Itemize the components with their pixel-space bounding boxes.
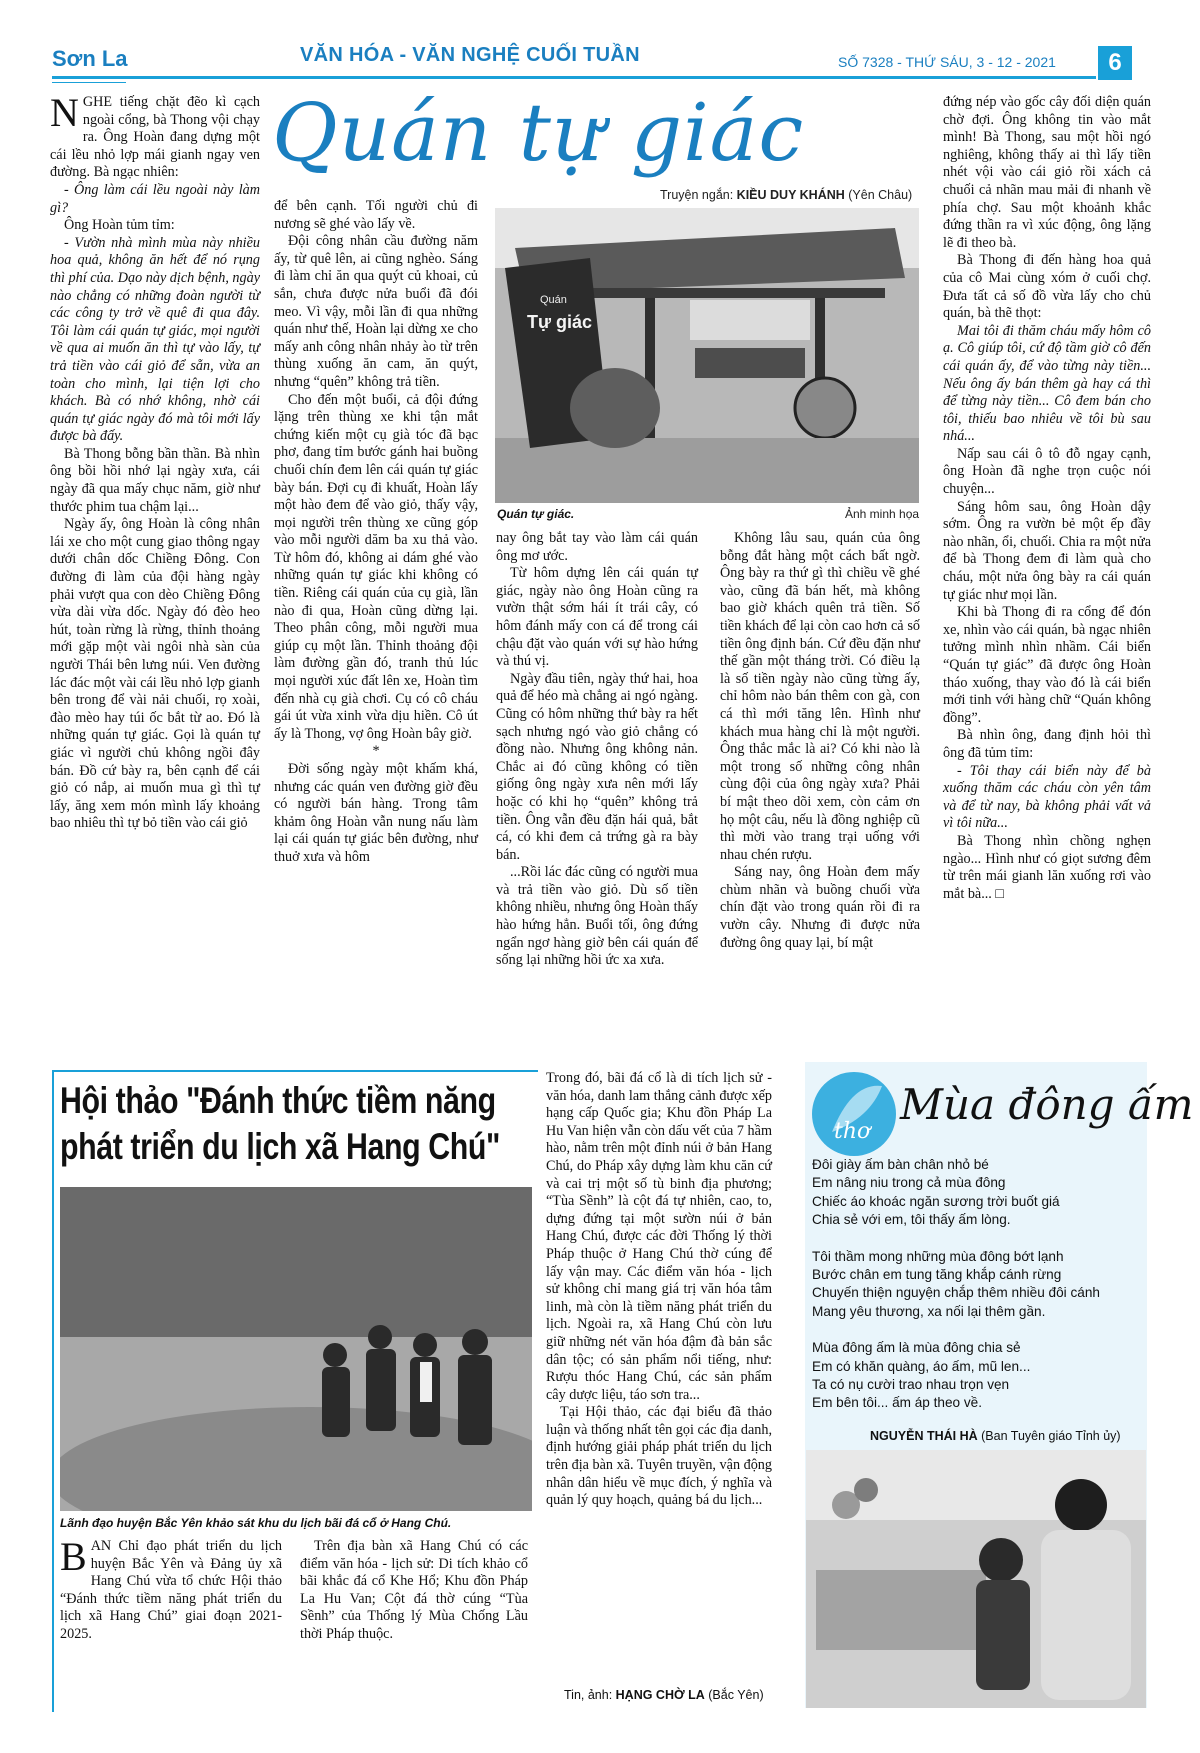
story-dropcap: N xyxy=(50,90,79,135)
story-paragraph: Khi bà Thong đi ra cổng để đón xe, nhìn vào cái quán, bà ngạc nhiên tưởng mình nhìn nhầm. Cái biển “Quán tự giác” đã được ông Hoàn tháo xuống, thay vào đó là cái biển mới tinh với hàng chữ “Quán không đồng”. xyxy=(943,604,1151,726)
story-paragraph: Đời sống ngày một khấm khá, nhưng các quán ven đường giờ đều có người bán hàng. Trong tâm khảm ông Hoàn vẫn nung nấu làm lại cái quán tự giác bên đường, như thuở xưa và hôm xyxy=(274,761,478,865)
story-paragraph: Bà Thong bỗng bần thần. Bà nhìn ông bồi hồi nhớ lại ngày xưa, cái ngày đã qua mấy chục năm, giờ như thước phim tua chậm lại... xyxy=(50,445,260,515)
header-rule xyxy=(52,76,1096,79)
masthead-paper: Sơn La xyxy=(52,46,128,71)
story-column-3 xyxy=(496,530,698,970)
conference-photo-caption: Lãnh đạo huyện Bắc Yên khảo sát khu du lịch bãi đá cổ ở Hang Chú. xyxy=(60,1516,452,1530)
story-paragraph: ...Rồi lác đác cũng có người mua và trả tiền vào giỏ. Dù số tiền không nhiều, nhưng ông Hoàn thấy hào hứng hẳn. Buổi tối, ông đứng ngẩn ngơ hàng giờ bên cái quán để sống lại những hồi ức xa xưa. xyxy=(496,864,698,969)
sign-line-1: Quán xyxy=(540,294,567,306)
leaf-icon xyxy=(812,1072,896,1156)
credit-prefix: Tin, ảnh: xyxy=(564,1688,616,1702)
story-paragraph: để bên cạnh. Tối người chủ đi nương sẽ ghé vào lấy về. xyxy=(274,198,478,232)
poem-stanza xyxy=(812,1339,1142,1413)
story-paragraph: - Vườn nhà mình mùa này nhiều hoa quả, không ăn hết để nó rụng thì phí của. Dạo này dịch bệnh, ngày nào chẳng có những đoàn người từ các công ty trở về quê đi qua đây. Tôi làm cái quán tự giác, mọi người về qua ai muốn ăn thì tự vào lấy, tự trả tiền vào cái giỏ để sẵn, vừa an toàn cho mình, lại tiện lợi cho khách. Bà có nhớ không, nhờ cái quán tự giác ngày đó mà tôi mới lấy được bà đấy. xyxy=(50,234,261,445)
story-paragraph: Nấp sau cái ô tô đỗ ngay cạnh, ông Hoàn đã nghe trọn cuộc nói chuyện... xyxy=(943,445,1151,498)
story-byline xyxy=(660,188,912,202)
story-paragraph: Ngày ấy, ông Hoàn là công nhân lái xe cho một cung giao thông ngay dưới chân dốc Chiềng Đông. Con đường đi làm của đội hàng ngày phải vượt qua con dèo Chiềng Đông vừa dài vừa dốc. Ngày đó đèo heo hút, toàn rừng là rừng, thỉnh thoảng mới gặp một vài ngôi nhà sàn của người Thái bên lưng núi. Ven đường lác đác một vài cái lều nhỏ lợp gianh bên trong để vài nải chuối, rọ xoài, đào mèo hay túi ốc bắt từ ao. Đó là những quán tự giác. Gọi là quán tự giác vì người chủ không ngồi đây bán. Đồ cứ bày ra, bên cạnh để cái giỏ có nắp, ai muốn mua gì thì tự lấy, ăng xem món mình lấy khoảng bao nhiêu thì tự bỏ tiền vào cái giỏ xyxy=(50,516,260,832)
story-paragraph: Bà Thong đi đến hàng hoa quả của cô Mai cùng xóm ở cuối chợ. Đưa tất cả số đồ vừa lấy cho chủ quán, bà thẽ thọt: xyxy=(943,252,1151,322)
conference-column-1 xyxy=(60,1534,282,1644)
page-number: 6 xyxy=(1098,46,1132,80)
conference-photo xyxy=(60,1187,532,1511)
poem-author-org: (Ban Tuyên giáo Tỉnh ủy) xyxy=(977,1429,1121,1443)
story-paragraph: Ngày đầu tiên, ngày thứ hai, hoa quả để héo mà chẳng ai ngó ngàng. Cũng có hôm những thứ bày ra hết sạch nhưng ngó vào giỏ chẳng có đồng nào. Nhưng ông không nản. Chắc ai đó cũng không có tiền giống ông ngày xưa nên mới lấy hoặc có khi họ “quên” không trả tiền. Ông vẫn đều đặn hái quả, bắt cá, có khi đem cả trứng gà ra bày bán. xyxy=(496,670,698,863)
poem-body xyxy=(812,1156,1142,1431)
byline-place: (Yên Châu) xyxy=(844,188,913,202)
story-column-4 xyxy=(720,530,920,952)
story-paragraph: Mai tôi đi thăm cháu mấy hôm cô ạ. Cô giúp tôi, cứ độ tầm giờ cô đến cái quán ấy, để vào từng này tiền... Nếu ông ấy bán thêm gà hay cá thì để từng này tiền... Cô đem bán cho tôi, thiếu bao nhiêu về tôi bù sau nhá... xyxy=(943,322,1151,445)
poem-line: Mùa đông ấm là mùa đông chia sẻ xyxy=(812,1340,1021,1356)
story-paragraph: Cho đến một buổi, cả đội đứng lặng trên thùng xe khi tận mắt chứng kiến một cụ già tóc đã bạc phơ, đang tỉm bước gánh hai buồng chuối chín đem lên cái quán tự giác bày bán. Đợi cụ đi khuất, Hoàn lấy một hào đem để vào giỏ, thấy vậy, mọi người trên thùng xe cũng góp vào mỗi người dăm ba xu thả vào. Từ hôm đó, không ai dám ghé vào những quán tự giác khi không có tiền. Riêng cái quán của cụ già, lần nào đi qua, Hoàn cũng dừng lại. Theo phân công, mỗi người mua giúp cụ một lần. Thỉnh thoảng đội làm đường gần đó, tranh thủ lúc mọi người xúc đất lên xe, Hoàn tìm đến nhà cụ già chơi. Cụ có cô cháu gái út vừa xinh vừa dịu hiền. Cô út ấy là Thong, vợ ông Hoàn bây giờ. xyxy=(274,391,478,742)
poem-line: Ta có nụ cười trao nhau trọn vẹn xyxy=(812,1377,1010,1393)
story-paragraph: - Ông làm cái lều ngoài này làm gì? xyxy=(50,181,260,216)
story-paragraph: đứng nép vào gốc cây đối diện quán chờ đợi. Ông không tin vào mắt mình! Bà Thong, sau một hồi ngó nghiêng, không thấy ai thì lấy tiền nhét vội vào cái giỏ rồi xách cả chuối cả nhãn mau mải đi nhanh về phía chợ. Sau một khoảnh khắc đứng thần ra vì xúc động, ông lặng lẽ đi theo bà. xyxy=(943,94,1151,251)
story-paragraph: Từ hôm dựng lên cái quán tự giác, ngày nào ông Hoàn cũng ra vườn thật sớm hái ít trái cây, có hôm đánh mấy con cá để trong cái chậu đặt vào quán với sự hào hứng và thú vị. xyxy=(496,565,698,670)
charity-illustration xyxy=(806,1450,1146,1708)
conference-column-3 xyxy=(546,1070,772,1510)
conference-credit xyxy=(564,1688,764,1702)
quan-tu-giac-illustration xyxy=(495,208,919,503)
story-photo-caption: Quán tự giác. xyxy=(497,507,575,521)
poem-stanza xyxy=(812,1248,1142,1322)
poem-line: Bước chân em tung tăng khắp cánh rừng xyxy=(812,1267,1062,1283)
story-paragraph: nay ông bắt tay vào làm cái quán ông mơ ước. xyxy=(496,530,698,564)
poem-line: Em có khăn quàng, áo ấm, mũ len... xyxy=(812,1358,1031,1374)
sign-line-2: Tự giác xyxy=(527,312,593,332)
story-paragraph: Sáng nay, ông Hoàn đem mấy chùm nhãn và buồng chuối vừa chín đặt vào trong quán rồi đi ra vườn cây. Nhưng đi được nửa đường ông quay lại, bí mật xyxy=(720,864,920,951)
story-paragraph: - Tôi thay cái biển này để bà xuống thăm các cháu còn yên tâm và để từ nay, bà không phải vất vả vì tôi nữa... xyxy=(943,762,1151,832)
poem-author xyxy=(870,1429,1121,1443)
story-column-5 xyxy=(943,94,1151,903)
story-paragraph: Bà nhìn ông, đang định hỏi thì ông đã tủm tỉm: xyxy=(943,727,1151,761)
conference-title: Hội thảo "Đánh thức tiềm năng phát triển du lịch xã Hang Chú" xyxy=(60,1080,500,1167)
story-paragraph xyxy=(50,90,260,182)
poem-author-name: NGUYỄN THÁI HÀ xyxy=(870,1429,978,1443)
conference-paragraph: Trên địa bàn xã Hang Chú có các điểm văn hóa - lịch sử: Di tích khảo cổ bãi khắc đá cổ Khe Hổ; Khu đồn Pháp La Hu Van; Cột đá thờ cúng “Tùa Sềnh” của Thống lý Mùa Chống Lầu thời Pháp thuộc. xyxy=(300,1538,528,1642)
poem-line: Tôi thầm mong những mùa đông bớt lạnh xyxy=(812,1248,1064,1264)
story-paragraph: Bà Thong nhìn chồng nghẹn ngào... Hình như có giọt sương đêm từ trên mái gianh lăn xuống rơi vào mắt bà... □ xyxy=(943,832,1151,902)
poem-line: Mang yêu thương, xa nối lại thêm gần. xyxy=(812,1303,1046,1319)
poem-badge xyxy=(812,1072,896,1156)
story-lead-text: GHE tiếng chặt đẽo kì cạch ngoài cổng, bà Thong vội chạy ra. Ông Hoàn đang dựng một cái lều nhỏ lợp mái gianh ngay ven đường. Bà ngạc nhiên: xyxy=(50,94,260,181)
conference-lead xyxy=(60,1534,282,1644)
issue-info: SỐ 7328 - THỨ SÁU, 3 - 12 - 2021 xyxy=(838,54,1056,70)
story-title: Quán tự giác xyxy=(272,86,805,179)
poem-line: Chia sẻ với em, tôi thấy ấm lòng. xyxy=(812,1212,1011,1228)
header-rule-left xyxy=(52,82,126,83)
poem-stanza xyxy=(812,1156,1142,1230)
story-photo-credit: Ảnh minh họa xyxy=(845,507,920,521)
story-paragraph: Không lâu sau, quán của ông bỗng đắt hàng một cách bất ngờ. Ông bày ra thứ gì thì chiều về ghé vào, cũng đã bán hết, mà không bao giờ khách quên trả tiền. Số tiền khách để lại còn cao hơn cả số tiền ông định bán. Cứ đều đặn như thế gần một tháng trời. Có điều lạ là số tiền ngày nào cũng từng ấy, chỉ hôm nào bán thêm con gà, con cá thì mới tăng lên. Hình như khách mua hàng chỉ là một người. Ông thắc mắc là ai? Có khi nào là một trong số những công nhân cùng đội của ông ngày xưa? Phải bí mật theo dõi xem, còn cảm ơn họ một câu, nếu là đồng nghiệp cũ thì mời vào trang trại uống với nhau chén rượu. xyxy=(720,530,920,863)
poem-badge-text: thơ xyxy=(834,1119,871,1144)
poem-line: Đôi giày ấm bàn chân nhỏ bé xyxy=(812,1157,989,1172)
poem-line: Chiếc áo khoác ngăn sương trời buốt giá xyxy=(812,1193,1060,1209)
conference-dropcap: B xyxy=(60,1534,87,1579)
conference-column-2 xyxy=(300,1538,528,1644)
byline-prefix: Truyện ngắn: xyxy=(660,188,737,202)
story-photo xyxy=(495,208,919,503)
story-paragraph: Ông Hoàn tủm tỉm: xyxy=(64,217,175,234)
story-column-1 xyxy=(50,90,261,833)
story-paragraph: * xyxy=(372,743,380,760)
field-visit-illustration xyxy=(60,1187,532,1511)
poem-line: Em nâng niu trong cả mùa đông xyxy=(812,1175,1006,1191)
poem-line: Chuyến thiện nguyện chắp thêm nhiều đôi cánh xyxy=(812,1285,1100,1301)
poem-line: Em bên tôi... ấm áp theo về. xyxy=(812,1395,983,1411)
story-paragraph: Đội công nhân cầu đường năm ấy, từ quê lên, ai cũng nghèo. Sáng đi làm chỉ ăn qua quýt củ khoai, củ sắn, chưa được nửa buổi đã đói meo. Vì vậy, mỗi lần đi qua những quán như thế, Hoàn lại dừng xe cho mấy anh công nhân nhảy ào từ trên thùng xuống ăn cam, ăn quýt, nhưng “quên” không trả tiền. xyxy=(274,233,478,390)
credit-place: (Bắc Yên) xyxy=(704,1688,764,1702)
section-title: VĂN HÓA - VĂN NGHỆ CUỐI TUẦN xyxy=(300,44,640,66)
byline-author: KIỀU DUY KHÁNH xyxy=(736,188,845,202)
poem-title: Mùa đông ấm xyxy=(900,1080,1194,1129)
story-paragraph: Sáng hôm sau, ông Hoàn dậy sớm. Ông ra vườn bẻ một ếp đầy nào nhãn, ổi, chuối. Chia ra một nửa để bà Thong đem đi làm quà cho cháu, một nửa ông bày ra cái quán tự giác như mọi lần. xyxy=(943,498,1151,603)
conference-paragraph: Tại Hội thảo, các đại biểu đã thảo luận và thống nhất tên gọi các địa danh, định hướng giải pháp phát triển du lịch trên địa bàn xã. Tuyên truyền, vận động nhân dân hiểu về mục đích, ý nghĩa và quản lý quy hoạch, quảng bá du lịch... xyxy=(546,1404,772,1509)
conference-lead-text: AN Chỉ đạo phát triển du lịch huyện Bắc Yên và Đảng ủy xã Hang Chú vừa tổ chức Hội thảo “Đánh thức tiềm năng phát triển du lịch xã Hang Chú” giai đoạn 2021-2025. xyxy=(60,1538,282,1642)
credit-name: HẠNG CHỜ LA xyxy=(615,1688,705,1702)
poem-photo xyxy=(806,1450,1146,1708)
conference-paragraph: Trong đó, bãi đá cổ là di tích lịch sử - văn hóa, danh lam thắng cảnh được xếp hạng cấp Quốc gia; Khu đồn Pháp La Hu Van hiện vẫn còn dấu vết của 7 hầm hào, nằm trên một đỉnh núi ở bản Hang Chú, do Pháp xây dựng làm khu căn cứ và cai trị một số tù binh địa phương; “Tùa Sềnh” là cột đá tự nhiên, cao, to, dựng đứng tại một sườn núi ở bản Hang Chú, được các đời Thống lý thời Pháp thuộc ở Hang Chú thờ cúng để lấy vận may. Các điểm văn hóa - lịch sử không chỉ mang giá trị văn hóa tâm linh, mà còn là tiềm năng phát triển du lịch. Ngoài ra, xã Hang Chú còn lưu giữ những nét văn hóa đậm đà bản sắc dân tộc; có sản phẩm nổi tiếng, như: Rượu thóc Hang Chú, các sản phẩm cây dược liệu, táo sơn tra... xyxy=(546,1070,772,1403)
story-column-2 xyxy=(274,198,478,867)
